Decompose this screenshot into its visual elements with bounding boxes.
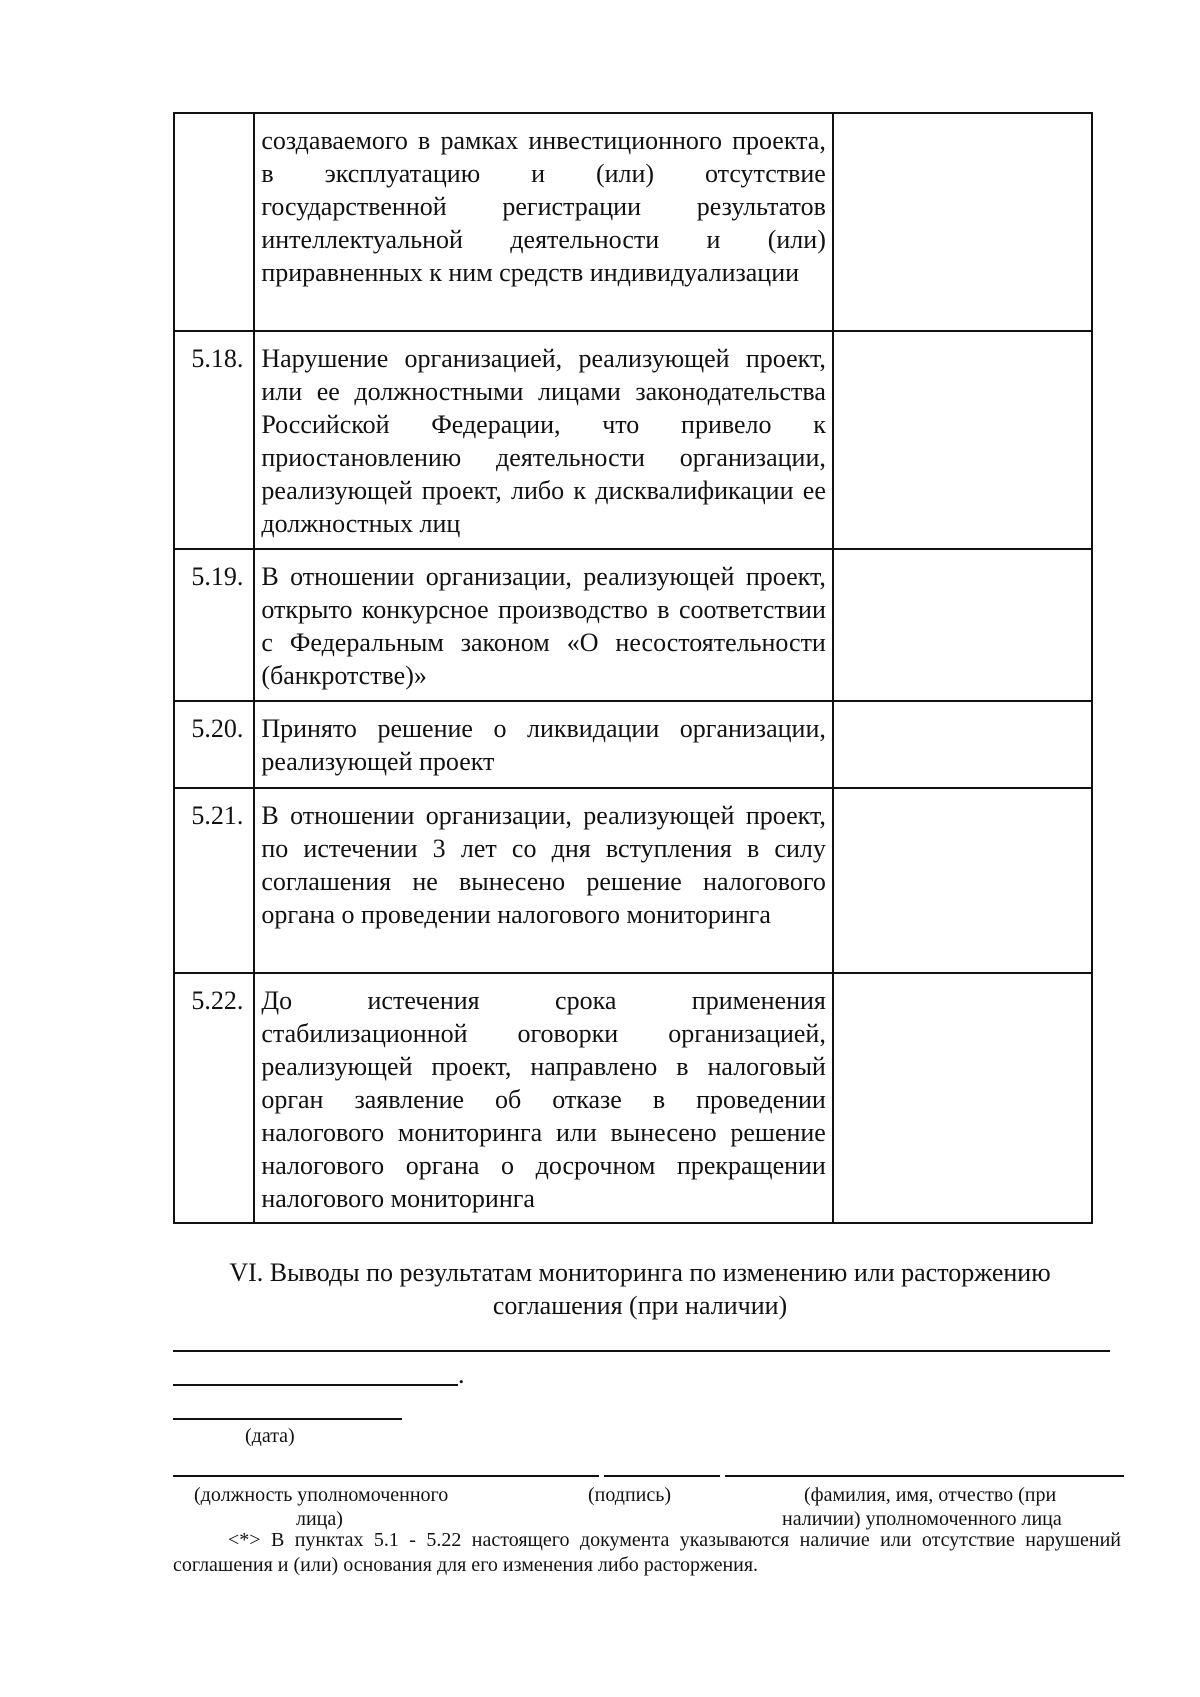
row-text: В отношении организации, реализующей проект, открыто конкурсное производство в соответствии с Федеральным законом «О несостоятельности (банкротстве)» bbox=[254, 549, 833, 701]
row-empty-cell bbox=[833, 113, 1092, 331]
row-text: До истечения срока применения стабилизационной оговорки организацией, реализующей проект, направлено в налоговый орган заявление об отказе в проведении налогового мониторинга или вынесено решение налогового органа о досрочном прекращении налогового мониторинга bbox=[254, 973, 833, 1223]
position-label-2: лица) bbox=[296, 1508, 343, 1530]
position-line bbox=[173, 1475, 599, 1477]
name-label-2: наличии) уполномоченного лица bbox=[782, 1508, 1062, 1530]
row-text: Нарушение организацией, реализующей проект, или ее должностными лицами законодательства Российской Федерации, что привело к приостановлению деятельности организации, реализующей проект, либо к дисквалификации ее должностных лиц bbox=[254, 331, 833, 549]
footnote: <*> В пунктах 5.1 - 5.22 настоящего документа указываются наличие или отсутствие нарушений соглашения и (или) основания для его изменения либо расторжения. bbox=[173, 1529, 1121, 1576]
section-title-line-2: соглашения (при наличии) bbox=[492, 1291, 788, 1320]
name-line bbox=[725, 1475, 1124, 1477]
date-label: (дата) bbox=[245, 1425, 295, 1447]
row-number: 5.21. bbox=[174, 788, 254, 973]
table-row bbox=[174, 113, 1092, 331]
row-empty-cell bbox=[833, 549, 1092, 701]
date-line bbox=[173, 1418, 402, 1420]
row-empty-cell bbox=[833, 788, 1092, 973]
section-title bbox=[180, 1256, 1100, 1322]
conclusion-period: . bbox=[458, 1360, 465, 1389]
signature-line bbox=[604, 1475, 720, 1477]
row-text: Принято решение о ликвидации организации, реализующей проект bbox=[254, 701, 833, 788]
position-label-1: (должность уполномоченного bbox=[194, 1484, 449, 1506]
row-text: В отношении организации, реализующей проект, по истечении 3 лет со дня вступления в силу соглашения не вынесено решение налогового органа о проведении налогового мониторинга bbox=[254, 788, 833, 973]
section-title-line-1: VI. Выводы по результатам мониторинга по изменению или расторжению bbox=[229, 1258, 1051, 1287]
table-row bbox=[174, 788, 1092, 973]
conclusion-line-1 bbox=[173, 1350, 1110, 1352]
table-row bbox=[174, 973, 1092, 1223]
row-number: 5.22. bbox=[174, 973, 254, 1223]
table-row bbox=[174, 549, 1092, 701]
row-number: 5.18. bbox=[174, 331, 254, 549]
row-number: 5.19. bbox=[174, 549, 254, 701]
row-empty-cell bbox=[833, 701, 1092, 788]
table-row bbox=[174, 701, 1092, 788]
monitoring-table bbox=[173, 112, 1093, 1224]
row-empty-cell bbox=[833, 973, 1092, 1223]
name-label-1: (фамилия, имя, отчество (при bbox=[804, 1484, 1057, 1506]
row-number bbox=[174, 113, 254, 331]
row-text: создаваемого в рамках инвестиционного проекта, в эксплуатацию и (или) отсутствие государственной регистрации результатов интеллектуальной деятельности и (или) приравненных к ним средств индивидуализации bbox=[254, 113, 833, 331]
row-number: 5.20. bbox=[174, 701, 254, 788]
row-empty-cell bbox=[833, 331, 1092, 549]
table-row bbox=[174, 331, 1092, 549]
signature-label: (подпись) bbox=[588, 1484, 672, 1506]
conclusion-line-2 bbox=[173, 1384, 458, 1386]
